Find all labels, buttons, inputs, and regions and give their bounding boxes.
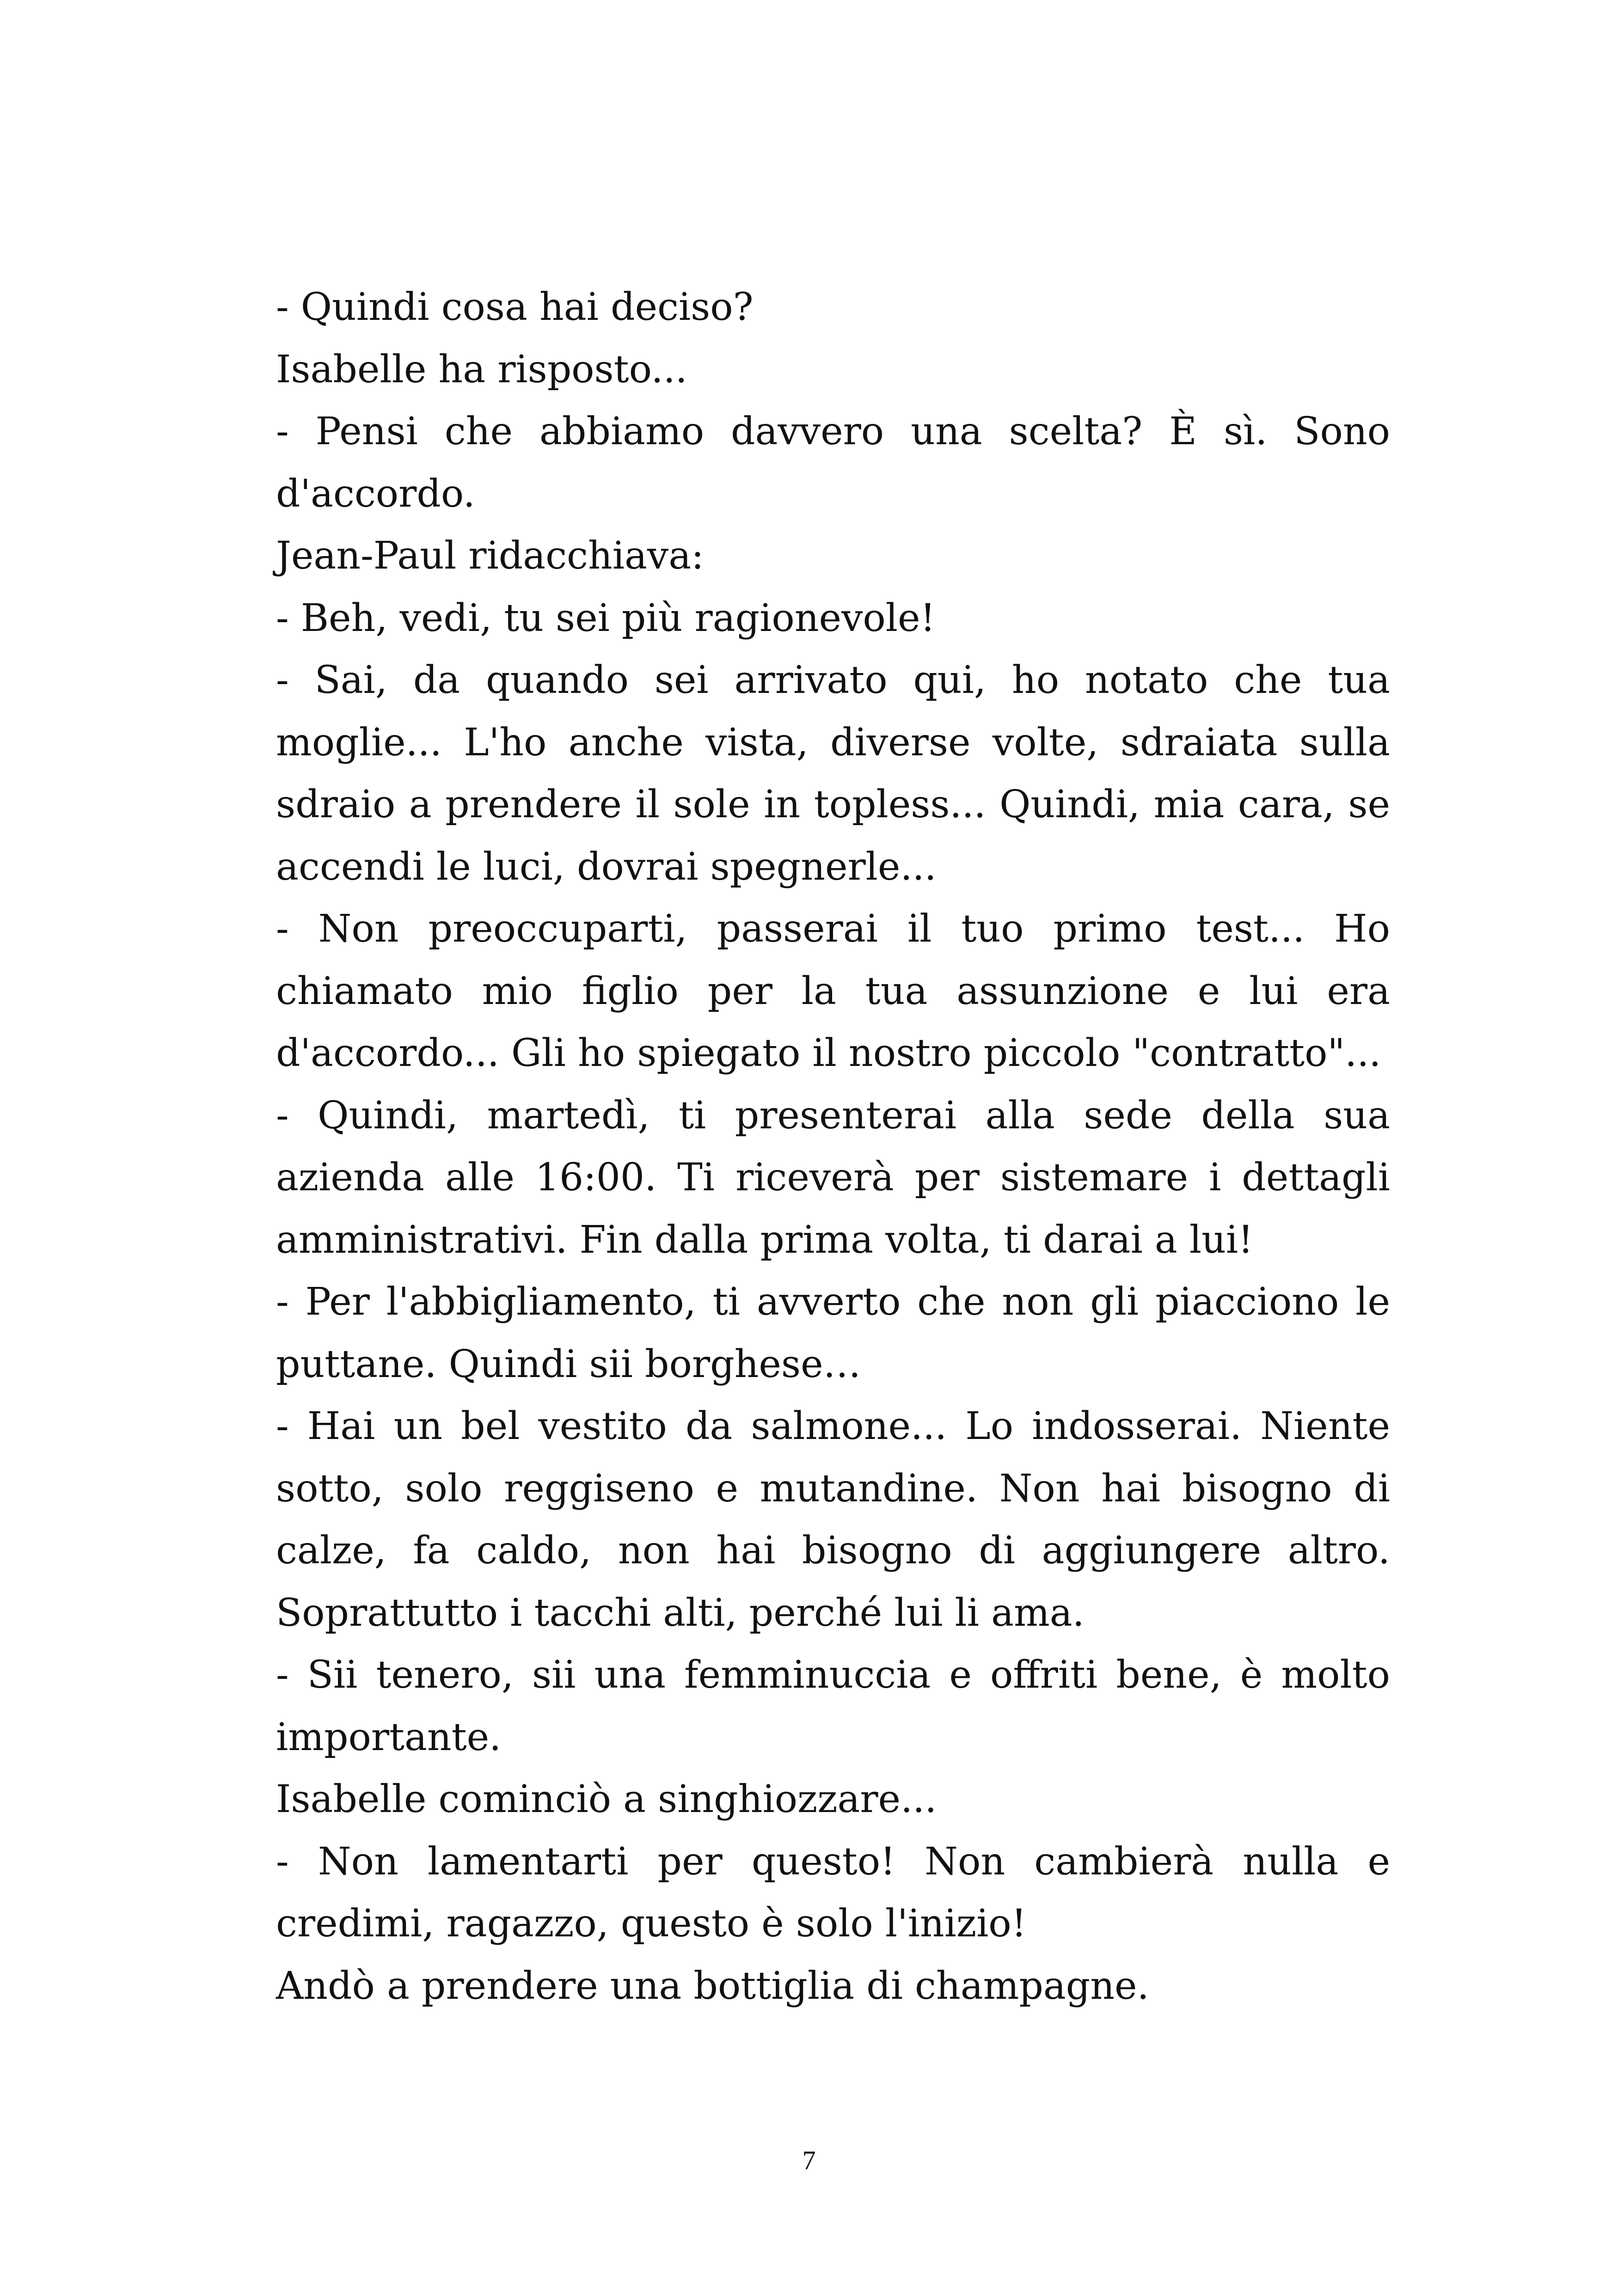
paragraph: - Quindi, martedì, ti presenterai alla sede della sua azienda alle 16:00. Ti riceverà per sistemare i dettagli amministrativi. Fin dalla prima volta, ti darai a lui! — [276, 1093, 1390, 1262]
paragraph: - Beh, vedi, tu sei più ragionevole! — [276, 596, 936, 640]
paragraph: Jean-Paul ridacchiava: — [276, 534, 704, 578]
page-number: 7 — [802, 2145, 816, 2175]
paragraph: - Quindi cosa hai deciso? — [276, 285, 754, 329]
paragraph: - Pensi che abbiamo davvero una scelta? È sì. Sono d'accordo. — [276, 410, 1390, 516]
body-text — [276, 276, 1390, 2017]
paragraph: - Hai un bel vestito da salmone... Lo indosserai. Niente sotto, solo reggiseno e mutandine. Non hai bisogno di calze, fa caldo, non hai bisogno di aggiungere altro. Soprattutto i tacchi alti, perché lui li ama. — [276, 1404, 1390, 1635]
paragraph: Andò a prendere una bottiglia di champagne. — [276, 1964, 1149, 2008]
paragraph: - Non preoccuparti, passerai il tuo primo test... Ho chiamato mio figlio per la tua assunzione e lui era d'accordo... Gli ho spiegato il nostro piccolo "contratto"... — [276, 907, 1390, 1075]
paragraph: - Non lamentarti per questo! Non cambierà nulla e credimi, ragazzo, questo è solo l'inizio! — [276, 1839, 1390, 1946]
paragraph: - Sii tenero, sii una femminuccia e offriti bene, è molto importante. — [276, 1653, 1390, 1759]
paragraph: - Sai, da quando sei arrivato qui, ho notato che tua moglie... L'ho anche vista, diverse volte, sdraiata sulla sdraio a prendere il sole in topless... Quindi, mia cara, se accendi le luci, dovrai spegnerle... — [276, 658, 1390, 889]
paragraph: Isabelle cominciò a singhiozzare... — [276, 1777, 937, 1821]
paragraph: - Per l'abbigliamento, ti avverto che non gli piacciono le puttane. Quindi sii borghese… — [276, 1280, 1390, 1386]
paragraph: Isabelle ha risposto... — [276, 347, 687, 392]
